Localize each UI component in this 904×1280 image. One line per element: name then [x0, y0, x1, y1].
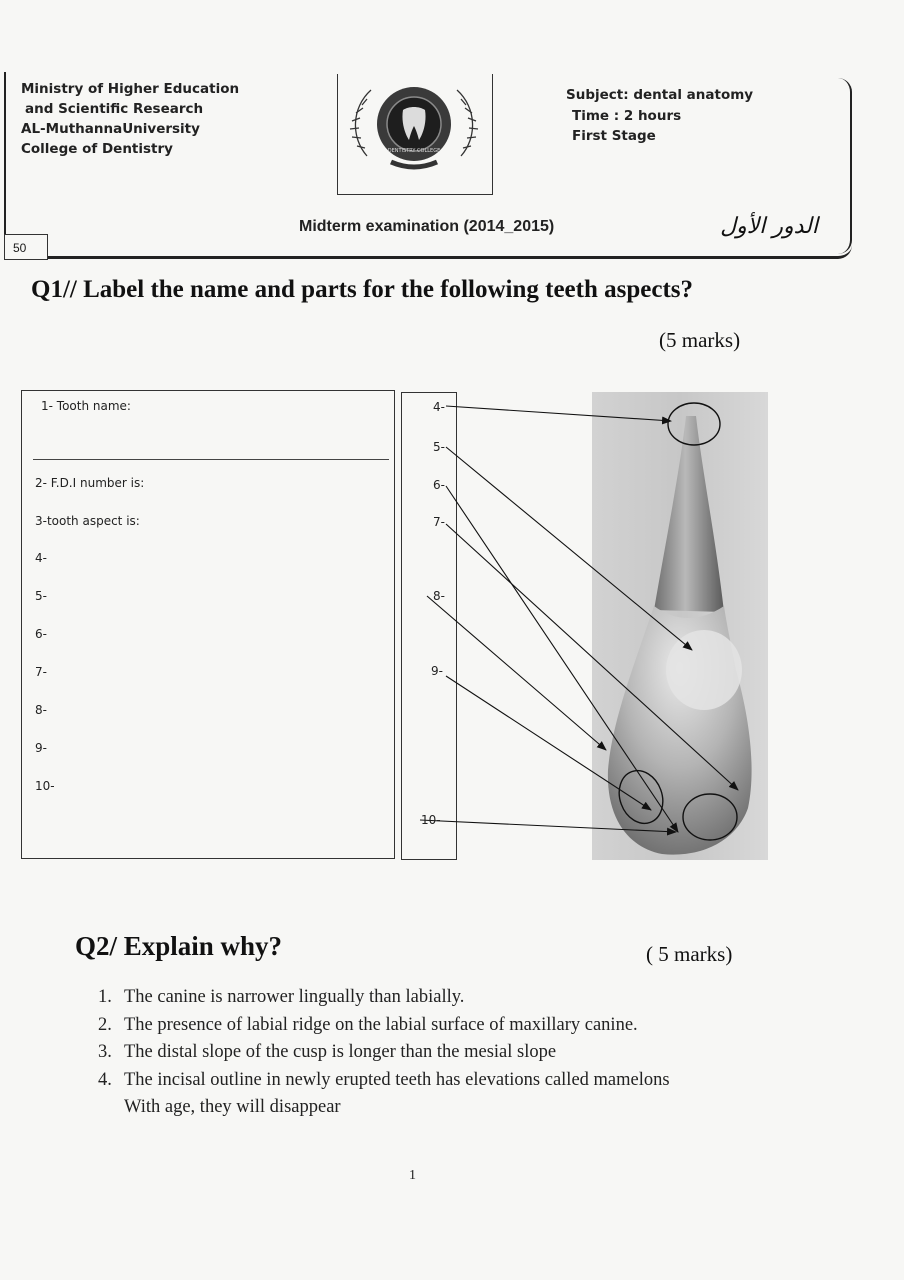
answer-field-10[interactable]: 10-	[35, 779, 55, 793]
pointer-label-7: 7-	[433, 515, 445, 529]
answer-field-9[interactable]: 9-	[35, 741, 47, 755]
institution-block	[21, 79, 239, 159]
answer-field-6[interactable]: 6-	[35, 627, 47, 641]
pointer-label-8: 8-	[433, 589, 445, 603]
exam-info-line: Time : 2 hours	[572, 107, 682, 124]
q2-item-text: The canine is narrower lingually than labially.	[124, 987, 465, 1007]
logo-ribbon	[391, 162, 437, 167]
pointer-label-6: 6-	[433, 478, 445, 492]
q2-item-number: 1.	[98, 987, 112, 1007]
q2-item	[98, 1012, 818, 1040]
institution-line: AL-MuthannaUniversity	[21, 121, 200, 137]
answer-field-8[interactable]: 8-	[35, 703, 47, 717]
q2-title: Q2/ Explain why?	[75, 931, 283, 961]
score-box: 50	[4, 234, 48, 260]
pointer-label-4: 4-	[433, 400, 445, 414]
q2-marks: ( 5 marks)	[646, 942, 733, 966]
q2-item-number: 2.	[98, 1014, 112, 1035]
page-number: 1	[409, 1168, 416, 1183]
arabic-round-label: الدور الأول	[720, 214, 818, 239]
pointer-label-10: 10-	[421, 813, 441, 827]
exam-info-line: First Stage	[572, 128, 656, 144]
q2-list	[98, 984, 818, 1122]
q1-marks: (5 marks)	[659, 328, 741, 352]
institution-line: Ministry of Higher Education	[21, 81, 240, 97]
answer-field-5[interactable]: 5-	[35, 589, 47, 603]
exam-info-block	[566, 85, 753, 147]
q2-item-continuation: With age, they will disappear	[124, 1097, 341, 1117]
q2-item	[98, 1039, 818, 1067]
pointer-label-9: 9-	[431, 664, 443, 678]
institution-line: and Scientific Research	[25, 101, 204, 117]
crown-highlight	[666, 630, 742, 710]
logo-caption: DENTISTRY COLLEGE	[387, 148, 441, 154]
q2-item	[98, 1067, 818, 1095]
answer-field-fdi[interactable]: 2- F.D.I number is:	[35, 476, 145, 490]
q2-item	[98, 984, 818, 1012]
header-frame-right-edge	[838, 78, 852, 254]
answer-field-7[interactable]: 7-	[35, 665, 47, 679]
arrow-8	[427, 596, 606, 750]
tooth-diagram	[0, 380, 904, 880]
answer-field-tooth-name[interactable]: 1- Tooth name:	[41, 399, 131, 413]
exam-info-line: Subject: dental anatomy	[566, 87, 754, 103]
pointer-label-5: 5-	[433, 440, 445, 454]
q2-item-text: The distal slope of the cusp is longer than the mesial slope	[124, 1042, 557, 1062]
answer-field-aspect[interactable]: 3-tooth aspect is:	[35, 514, 140, 528]
institution-line: College of Dentistry	[21, 141, 173, 157]
q2-item-number: 4.	[98, 1069, 112, 1090]
q2-item-text: The presence of labial ridge on the labial surface of maxillary canine.	[124, 1014, 638, 1035]
answer-field-4[interactable]: 4-	[35, 551, 47, 565]
q1-title: Q1// Label the name and parts for the following teeth aspects?	[31, 276, 694, 303]
q2-item-number: 3.	[98, 1042, 112, 1062]
q2-item-text: The incisal outline in newly erupted teeth has elevations called mamelons	[124, 1069, 670, 1090]
college-logo	[345, 78, 483, 172]
exam-title: Midterm examination (2014_2015)	[299, 218, 555, 235]
